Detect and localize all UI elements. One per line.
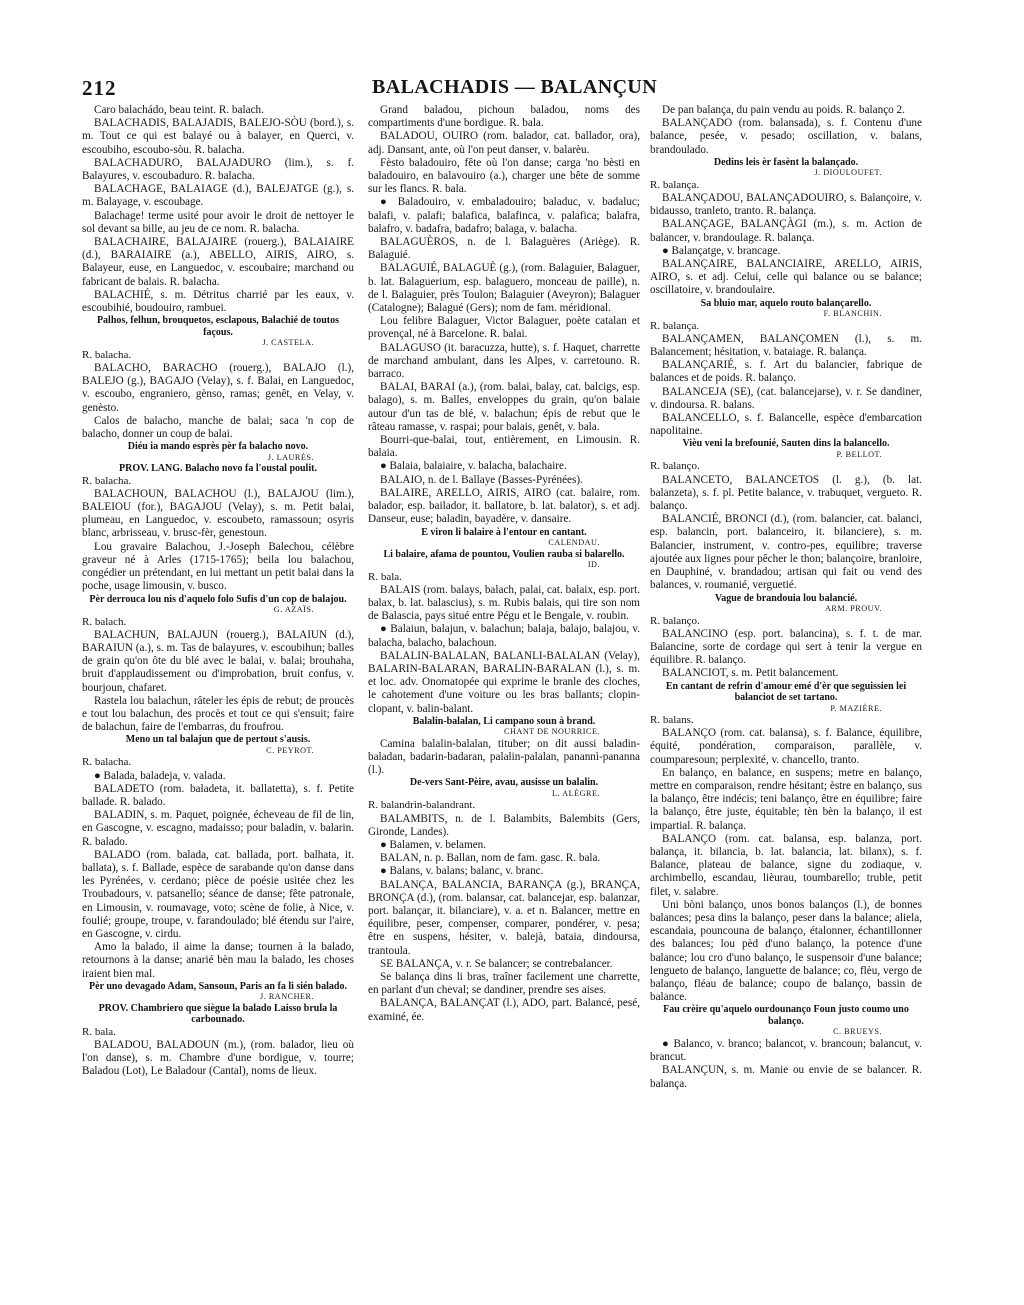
dictionary-entry: R. bala. <box>368 570 402 583</box>
dictionary-entry: Se balança dins li bras, traîner facilement une charrette, en parlant d'un cheval; se dandiner, prendre ses aises. <box>368 970 640 997</box>
quotation-author: ID. <box>587 560 600 569</box>
quotation: PROV. LANG. Balacho novo fa l'oustal poulit. <box>119 463 317 475</box>
dictionary-entry: BALANÇAGE, BALANÇÀGI (m.), s. m. Action de balancer, v. brandoulage. R. balança. <box>650 218 922 244</box>
dictionary-entry: BALANCEJA (SE), (cat. balancejarse), v. r. Se dandiner, v. dindoursa. R. balans. <box>650 385 922 411</box>
dictionary-entry: BALANCINO (esp. port. balancina), s. f. t. de mar. Balancine, sorte de cordage qui sert à tenir la vergue en équilibre. R. balanço. <box>650 627 922 667</box>
quotation: Pèr uno devagado Adam, Sansoun, Paris an fa li sién balado. <box>89 980 347 992</box>
dictionary-entry: BALANÇO (rom. cat. balansa), s. f. Balance, équilibre, équité, pondération, comparaison, parallèle, v. coumparesoun; perplexité, v. chancello, tranto. <box>650 727 922 766</box>
dictionary-entry: Lou gravaire Balachou, J.-Joseph Balechou, célèbre graveur né à Arles (1715-1765); beila lou balachou, congédier un prétendant, en lui mettant un petit balai dans la poche, usage limousin, v. busco. <box>82 540 354 593</box>
dictionary-entry: R. balança. <box>650 178 700 191</box>
page-number: 212 <box>82 76 117 100</box>
dictionary-entry: BALANCIOT, s. m. Petit balancement. <box>662 667 839 680</box>
quotation: PROV. Chambriero que siègue la balado Laisso brula la carbounado. <box>98 1002 338 1026</box>
quotation-author: C. BRUEYS. <box>833 1027 882 1037</box>
dictionary-entry: BALACHAIRE, BALAJAIRE (rouerg.), BALAIAIRE (d.), BARAIAIRE (a.), ABELLO, AIRIS, AIRO, s. Balayeur, euse, en Languedoc, v. escoubaire; marchand ou fabricant de balais. R. balacha. <box>82 236 354 288</box>
dictionary-entry: En balanço, en balance, en suspens; metre en balanço, mettre en comparaison, rendre hésitant; èstre en balanço, sus la balanço, être indécis; teni balanço, être en équilibre; faire la balanço, être juste, équitable; tèn bèn la balanço, il est impartial. R. balança. <box>650 766 922 832</box>
quotation-author: ARM. PROUV. <box>825 604 882 613</box>
quotation: Sa bluio mar, aquelo routo balançarello. <box>700 297 872 309</box>
dictionary-entry: R. balach. <box>82 615 127 628</box>
quotation-author: F. BLANCHIN. <box>823 309 882 319</box>
column-1 <box>82 104 354 1079</box>
dictionary-entry: BALADOU, OUIRO (rom. balador, cat. ballador, ora), adj. Dansant, ante, où l'on peut danser, v. balarèu. <box>368 130 640 156</box>
dictionary-entry: BALACHADIS, BALAJADIS, BALEJO-SÒU (bord.), s. m. Tout ce qui est balayé ou à balayer, en Querci, v. escoubiho, escoubo-sòu. R. balacha. <box>82 117 354 156</box>
quotation-author: J. RANCHER. <box>260 992 314 1002</box>
dictionary-entry: ● Balançatge, v. brancage. <box>662 244 781 257</box>
quotation-author: C. PEYROT. <box>266 745 314 755</box>
dictionary-entry: BALACHADURO, BALAJADURO (lim.), s. f. Balayures, v. escoubaduro. R. balacha. <box>82 156 354 183</box>
dictionary-entry: ● Balaiun, balajun, v. balachun; balaja, balajo, balajou, v. balacha, balacho, balachoun. <box>368 623 640 649</box>
dictionary-entry: BALANÇO (rom. cat. balansa, esp. balanza, port. balança, it. bilancia, b. lat. balancia, lat. bilanx), s. f. Balance, plateau de balance, signe du zodiaque, v. archimbello, escandau, lièurau, toumbarello; truble, petit filet, v. salabre. <box>650 832 922 898</box>
dictionary-entry: ● Balaia, balaiaire, v. balacha, balachaire. <box>380 460 567 473</box>
dictionary-entry: BALANÇA, BALANCIA, BARANÇA (g.), BRANÇA, BRONÇA (d.), (rom. balansar, cat. balancejar, esp. balanzar, port. balançar, it. bilanciare), v. a. et n. Balancer, mettre en équilibre, peser, compenser, comparer, pondérer, v. pesa; être en suspens, hésiter, v. balejà, bataia, dindoursa, trantoula. <box>368 878 640 957</box>
dictionary-entry: Bourri-que-balai, tout, entièrement, en Limousin. R. balaia. <box>368 434 640 460</box>
dictionary-entry: Camina balalin-balalan, tituber; on dit aussi baladin-baladan, badarin-badaran, palalin-palalan, panannì-pananna (l.). <box>368 737 640 777</box>
dictionary-entry: BALANCIÉ, BRONCI (d.), (rom. balancier, cat. balanci, esp. balancin, port. balanceiro, it. bilanciere), s. m. Balancier, instrument, v. contro-pes, equilibre; traverse ajoutée aux lignes pour pêcher le thon; balançoire, branloire, en Dauphiné, v. brandadou; artisan qui fait ou vend des balances, v. roumanié, verguetié. <box>650 513 922 592</box>
dictionary-entry: BALANÇARIÉ, s. f. Art du balancier, fabrique de balances et de poids. R. balanço. <box>650 359 922 385</box>
quotation: E viron li balaire à l'entour en cantant. <box>421 526 587 538</box>
quotation: Li balaire, afama de pountou, Voulien rauba si balarello. <box>383 548 625 560</box>
quotation: Meno un tal balajun que de pertout s'ausis. <box>125 734 311 746</box>
dictionary-entry: Uni bòni balanço, unos bonos balanços (l.), de bonnes balances; pesa dins la balanço, peser dans la balance; aliela, escandaia, pouncouna de balanço, étalonner, échantillonner des balances; lou pèd d'uno balanço, la potence d'une balance; lou cro d'uno balanço, le suspensoir d'une balance; lengueto de balanço, languette de balance; co, flèu, vergo de balanço, fléau de balance; coupo de balanço, bassin de balance. <box>650 898 922 1004</box>
dictionary-entry: R. balanço. <box>650 614 700 627</box>
dictionary-entry: BALANÇA, BALANÇAT (l.), ADO, part. Balancé, pesé, examiné, ée. <box>368 997 640 1023</box>
dictionary-entry: BALADIN, s. m. Paquet, poignée, écheveau de fil de lin, en Gascogne, v. escagno, madaisso; pour baladin, v. balarin. R. balado. <box>82 809 354 848</box>
dictionary-entry: ● Baladouiro, v. embaladouiro; baladuc, v. badaluc; balafi, v. palafi; balafica, balafinca, v. palafica; balafra, balafro, v. badafra, badafro; balaga, v. balacha. <box>368 196 640 235</box>
quotation-author: CALENDAU. <box>548 538 600 547</box>
column-2 <box>368 104 640 1024</box>
dictionary-entry: R. bala. <box>82 1025 116 1038</box>
dictionary-entry: BALANÇAIRE, BALANCIAIRE, ARELLO, AIRIS, AIRO, s. et adj. Celui, celle qui balance ou se balance; oscillatoire, v. brandoulaire. <box>650 258 922 297</box>
dictionary-entry: BALANÇADOU, BALANÇADOUIRO, s. Balançoire, v. bidausso, tranleto, tranto. R. balança. <box>650 192 922 218</box>
quotation: Pèr derrouca lou nis d'aquelo folo Sufis d'un cop de balajou. <box>89 593 347 605</box>
dictionary-entry: BALADO (rom. balada, cat. ballada, port. balhata, it. ballata), s. f. Ballade, espèce de sarabande qu'on danse dans les Pyrénées, v. cerdano; pièce de poésie usitée chez les Troubadours, v. patsanello; séance de danse; fête patronale, en Limousin, v. roumavage, voto; scène de folie, à Nice, v. foulié; groupe, troupe, v. farandoulado; blé étendu sur l'aire, en Gascogne, v. cirdu. <box>82 848 354 940</box>
dictionary-entry: BALADOU, BALADOUN (m.), (rom. balador, lieu où l'on danse), s. m. Chambre d'une bordigue, v. tourre; Baladou (Lot), Le Baladour (Cantal), noms de lieux. <box>82 1038 354 1078</box>
dictionary-entry: R. balacha. <box>82 756 132 769</box>
quotation: Vièu veni la brefounié, Sauten dins la balancello. <box>682 438 890 450</box>
dictionary-entry: BALANCELLO, s. f. Balancelle, espèce d'embarcation napolitaine. <box>650 412 922 438</box>
quotation: Diéu ia mando esprès pèr fa balacho novo. <box>127 441 309 453</box>
dictionary-entry: BALACHOUN, BALACHOU (l.), BALAJOU (lim.), BALEIOU (for.), BAGAJOU (Velay), s. m. Petit balai, plumeau, en Languedoc, v. escoubeto, ramassoun; osyris blanc, arbrisseau, v. brusc-fèr, genestoun. <box>82 487 354 540</box>
dictionary-entry: Lou felibre Balaguer, Victor Balaguer, poète catalan et provençal, né à Barcelone. R. balai. <box>368 315 640 341</box>
dictionary-entry: BALAIO, n. de l. Ballaye (Basses-Pyrénées). <box>380 473 583 486</box>
dictionary-entry: BALANÇAMEN, BALANÇOMEN (l.), s. m. Balancement; hésitation, v. bataiage. R. balança. <box>650 332 922 359</box>
quotation: De-vers Sant-Pèire, avau, ausisse un balalin. <box>409 777 599 789</box>
dictionary-entry: R. balanço. <box>650 460 700 473</box>
quotation: Balalin-balalan, Li campano soun à brand. <box>412 715 596 727</box>
dictionary-entry: Balachage! terme usité pour avoir le droit de nettoyer le sol devant sa bille, au jeu de ce nom. R. balacha. <box>82 209 354 235</box>
dictionary-entry: ● Balamen, v. belamen. <box>380 838 487 851</box>
dictionary-entry: BALADETO (rom. baladeta, it. ballatetta), s. f. Petite ballade. R. balado. <box>82 782 354 808</box>
dictionary-entry: SE BALANÇA, v. r. Se balancer; se contrebalancer. <box>380 957 613 970</box>
dictionary-entry: R. balança. <box>650 319 700 332</box>
column-3 <box>650 104 922 1091</box>
dictionary-entry: BALACHUN, BALAJUN (rouerg.), BALAIUN (d.), BARAIUN (a.), s. m. Tas de balayures, v. escoubihun; balles de grain qu'on ôte du blé avec le balai, v. balai; brouhaha, bruit d'applaudissement ou d'improbation, bruit confus, v. bourjoun, chafaret. <box>82 628 355 694</box>
dictionary-entry: BALAGUÈROS, n. de l. Balaguères (Ariège). R. Balaguié. <box>368 236 640 262</box>
dictionary-entry: R. balans. <box>650 714 694 727</box>
quotation: Palhos, felhun, brouquetos, esclapous, Balachié de toutos façous. <box>96 315 340 338</box>
dictionary-entry: Grand baladou, pichoun baladou, noms des compartiments d'une bordigue. R. bala. <box>368 104 640 130</box>
quotation-author: L. ALÈGRE. <box>552 788 600 798</box>
dictionary-entry: De pan balança, du pain vendu au poids. R. balanço 2. <box>662 104 905 116</box>
dictionary-entry: BALANÇUN, s. m. Manie ou envie de se balancer. R. balança. <box>650 1064 922 1090</box>
dictionary-entry: BALACHAGE, BALAIAGE (d.), BALEJATGE (g.), s. m. Balayage, v. escoubage. <box>82 183 354 209</box>
dictionary-entry: BALAI, BARAI (a.), (rom. balai, balay, cat. balcigs, esp. balago), s. m. Balles, enveloppes du grain, qu'on balaie autour d'un tas de blé, v. balachun; épis de rebut que le râteau ramasse, v. raspai; pour balais, genêt, v. bala. <box>368 381 640 433</box>
dictionary-entry: ● Balanco, v. branco; balancot, v. brancoun; balancut, v. brancut. <box>650 1037 922 1064</box>
quotation: En cantant de refrin d'amour emé d'èr que seguissien lei balanciot de set tartano. <box>665 680 907 704</box>
quotation-author: P. MAZIÈRE. <box>830 703 882 713</box>
quotation: Vague de brandouia lou balancié. <box>714 592 858 604</box>
dictionary-entry: BALAGUSO (it. baracuzza, hutte), s. f. Haquet, charrette de marchand ambulant, dans les Alpes, v. carretouno. R. barraco. <box>368 341 640 381</box>
dictionary-entry: BALANCETO, BALANCETOS (l. g.), (b. lat. balanzeta), s. f. pl. Petite balance, v. trabuquet, vergueto. R. balanço. <box>650 473 922 513</box>
dictionary-entry: R. balacha. <box>82 348 132 361</box>
quotation: Dedins leis èr fasènt la balançado. <box>713 156 859 168</box>
quotation-author: J. DIOULOUFET. <box>814 168 882 178</box>
dictionary-entry: BALAN, n. p. Ballan, nom de fam. gasc. R. bala. <box>380 852 601 865</box>
quotation-author: P. BELLOT. <box>836 449 882 459</box>
dictionary-entry: BALACHIÉ, s. m. Détritus charrié par les eaux, v. escoubihié, boudouiro, rambuei. <box>82 288 354 315</box>
dictionary-entry: Amo la balado, il aime la danse; tournen à la balado, retournons à la danse; anarié bèn mau la balado, les choses iraient bien mal. <box>82 941 354 980</box>
dictionary-entry: R. balandrin-balandrant. <box>368 799 476 812</box>
dictionary-entry: R. balacha. <box>82 474 132 487</box>
dictionary-entry: Calos de balacho, manche de balai; saca 'n cop de balacho, donner un coup de balai. <box>82 414 354 440</box>
dictionary-entry: ● Balans, v. balans; balanc, v. branc. <box>380 865 544 878</box>
quotation-author: G. AZAÏS. <box>273 605 314 614</box>
quotation: Fau crèire qu'aquelo ourdounanço Foun justo coumo uno balanço. <box>663 1004 909 1027</box>
dictionary-entry: BALAGUIÉ, BALAGUÈ (g.), (rom. Balaguier, Balaguer, b. lat. Balaguerium, esp. balaguero, monceau de paille), n. de l. Balaguier, près Toulon; Balaguier (Aveyron); Balaguer (Catalogne); Balagué (Gers); nom de fam. méridional. <box>368 262 640 315</box>
dictionary-entry: Rastela lou balachun, râteler les épis de rebut; de proucès e tout lou balachun, des procès et tout ce qui s'ensuit; faire de balachun, faire de l'embarras, du froufrou. <box>82 694 354 734</box>
dictionary-entry: BALANÇADO (rom. balansada), s. f. Contenu d'une balance, pesée, v. pesado; oscillation, v. balans, brandoulado. <box>650 117 922 156</box>
dictionary-entry: ● Balada, baladeja, v. valada. <box>94 769 226 782</box>
dictionary-entry: BALAMBITS, n. de l. Balambits, Balembits (Gers, Gironde, Landes). <box>368 812 640 838</box>
dictionary-entry: BALAIRE, ARELLO, AIRIS, AIRO (cat. balaire, rom. balador, esp. bailador, it. ballatore, b. lat. balator), s. et adj. Danseur, euse; baladin, bayadère, v. dansaire. <box>368 486 640 526</box>
dictionary-entry: Caro balachádo, beau teint. R. balach. <box>94 104 264 116</box>
dictionary-entry: BALALIN-BALALAN, BALANLI-BALALAN (Velay), BALARIN-BALARAN, BARALIN-BARALAN (l.), s. m. et loc. adv. Onomatopée qui exprime le branle des cloches, le cahotement d'une voiture ou les bras ballants; clopin-clopant, v. balin-balant. <box>368 649 640 715</box>
dictionary-entry: BALAIS (rom. balays, balach, palai, cat. balaix, esp. port. balax, b. lat. balascius), s. m. Rubis balais, qui tire son nom de Balascia, pays situé entre Pégu et le Bengale, v. roubin. <box>368 583 640 623</box>
quotation-author: J. CASTELA. <box>262 338 314 348</box>
running-head: BALACHADIS — BALANÇUN <box>372 76 658 98</box>
dictionary-entry: Fèsto baladouiro, fête où l'on danse; carga 'no bèsti en baladouiro, en balavouiro (a.), charger une bête de somme sur les flancs. R. bala. <box>368 156 640 196</box>
quotation-author: CHANT DE NOURRICE. <box>504 727 600 737</box>
quotation-author: J. LAURÈS. <box>267 452 314 462</box>
dictionary-entry: BALACHO, BARACHO (rouerg.), BALAJO (l.), BALEJO (g.), BAGAJO (Velay), s. f. Balai, en Languedoc, v. escoubo, engraniero, gènso, ramas; genêt, en Velay, v. genèsto. <box>82 361 354 414</box>
